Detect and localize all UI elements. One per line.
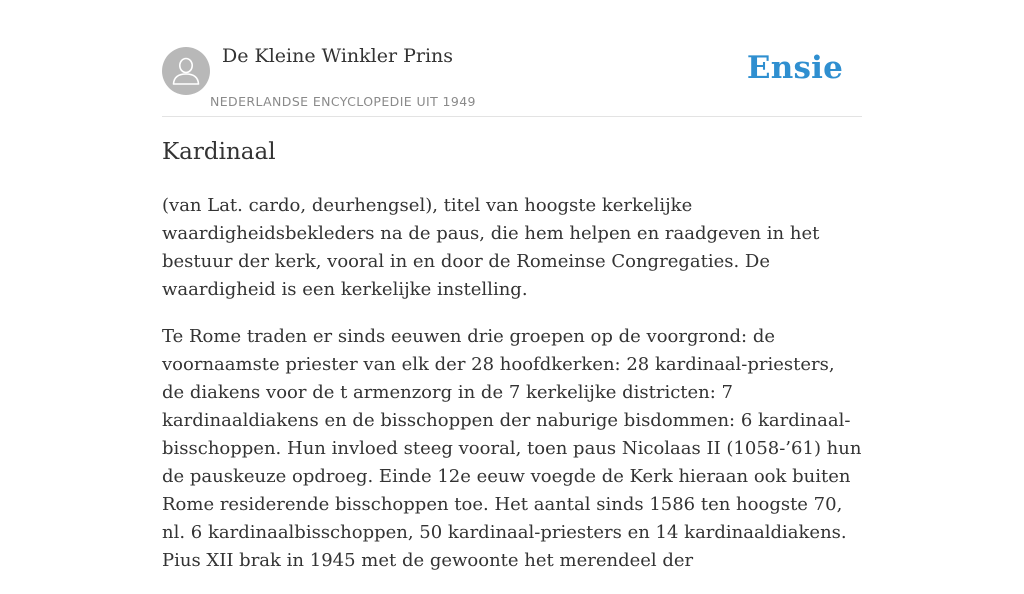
- user-silhouette-icon: [162, 47, 210, 95]
- author-name[interactable]: De Kleine Winkler Prins: [222, 45, 454, 67]
- article-paragraph: Te Rome traden er sinds eeuwen drie groepen op de voorgrond: de voornaamste priester van elk der 28 hoofdkerken: 28 kardinaal-priesters, de diakens voor de t armenzorg in de 7 kerkelijke districten: 7 kardinaaldiakens en de bisschoppen der naburige bisdommen: 6 kardinaal-bisschoppen. Hun invloed steeg vooral, toen paus Nicolaas II (1058-’61) hun de pauskeuze opdroeg. Einde 12e eeuw voegde de Kerk hieraan ook buiten Rome residerende bisschoppen toe. Het aantal sinds 1586 ten hoogste 70, nl. 6 kardinaalbisschoppen, 50 kardinaal-priesters en 14 kardinaaldiakens. Pius XII brak in 1945 met de gewoonte het merendeel der: [162, 326, 862, 571]
- brand-logo[interactable]: Ensie: [746, 50, 843, 86]
- author-subtitle: NEDERLANDSE ENCYCLOPEDIE UIT 1949: [210, 94, 476, 109]
- header: [162, 0, 862, 117]
- article-body: [162, 192, 862, 594]
- article-paragraph: (van Lat. cardo, deurhengsel), titel van hoogste kerkelijke waardigheidsbekleders na de paus, die hem helpen en raadgeven in het bestuur der kerk, vooral in en door de Romeinse Congregaties. De waardigheid is een kerkelijke instelling.: [162, 195, 820, 300]
- author-avatar[interactable]: [162, 47, 210, 95]
- page-container: [162, 0, 862, 571]
- article-title: Kardinaal: [162, 139, 276, 165]
